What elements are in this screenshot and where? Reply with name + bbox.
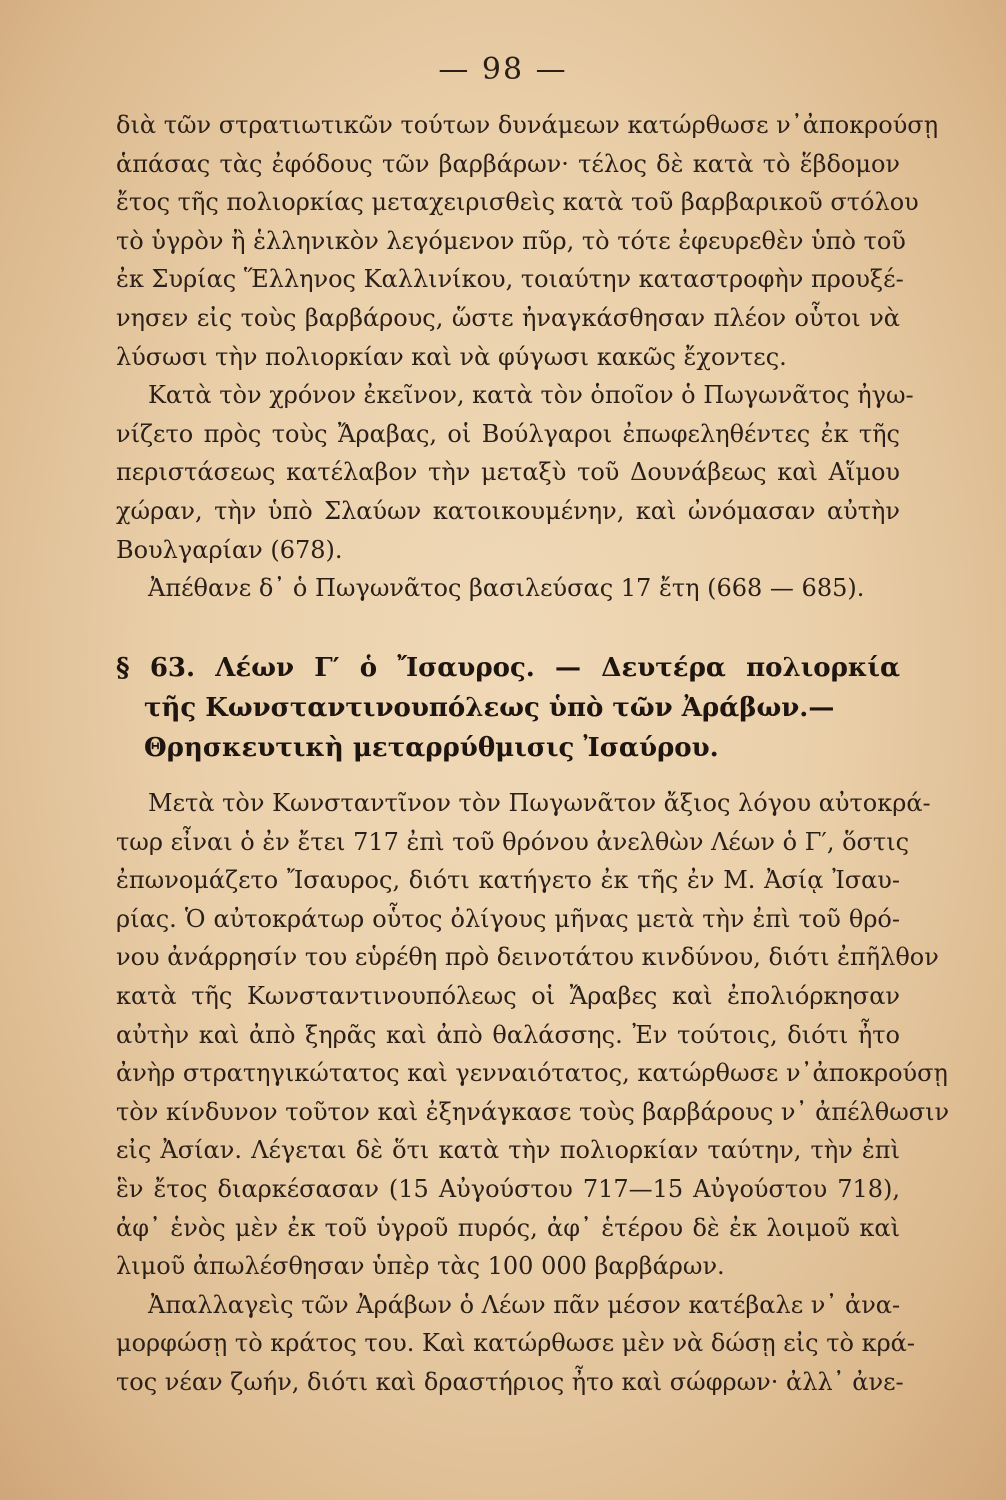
text-line: Βουλγαρίαν (678).: [116, 535, 343, 564]
text-line: αὐτὴν καὶ ἀπὸ ξηρᾶς καὶ ἀπὸ θαλάσσης. Ἐν τούτοις, διότι ἦτο: [116, 1020, 900, 1049]
text-line: τὸν κίνδυνον τοῦτον καὶ ἐξηνάγκασε τοὺς βαρβάρους ν᾽ ἀπέλθωσιν: [116, 1097, 950, 1126]
text-line: νίζετο πρὸς τοὺς Ἄραβας, οἱ Βούλγαροι ἐπωφεληθέντες ἐκ τῆς: [116, 419, 900, 448]
heading-line: § 63. Λέων Γ′ ὁ Ἴσαυρος. — Δευτέρα πολιορκία: [116, 653, 900, 683]
text-line: διὰ τῶν στρατιωτικῶν τούτων δυνάμεων κατώρθωσε ν᾽ἀποκρούσῃ: [116, 111, 939, 139]
heading-line: τῆς Κωνσταντινουπόλεως ὑπὸ τῶν Ἀράβων.—: [144, 693, 835, 723]
text-line: Ἀπαλλαγεὶς τῶν Ἀράβων ὁ Λέων πᾶν μέσον κατέβαλε ν᾽ ἀνα-: [148, 1290, 901, 1319]
text-line: λιμοῦ ἀπωλέσθησαν ὑπὲρ τὰς 100 000 βαρβάρων.: [116, 1252, 725, 1281]
text-line: νου ἀνάρρησίν του εὑρέθη πρὸ δεινοτάτου κινδύνου, διότι ἐπῆλθον: [116, 943, 939, 972]
text-line: λύσωσι τὴν πολιορκίαν καὶ νὰ φύγωσι κακῶς ἔχοντες.: [116, 342, 787, 371]
text-block-bottom: [116, 784, 950, 1402]
text-block-top: [116, 106, 939, 608]
text-line: εἰς Ἀσίαν. Λέγεται δὲ ὅτι κατὰ τὴν πολιορκίαν ταύτην, τὴν ἐπὶ: [116, 1136, 900, 1165]
text-line: νησεν εἰς τοὺς βαρβάρους, ὥστε ἠναγκάσθησαν πλέον οὗτοι νὰ: [116, 303, 900, 332]
text-line: ἓν ἔτος διαρκέσασαν (15 Αὐγούστου 717—15 Αὐγούστου 718),: [116, 1174, 900, 1203]
section-heading: [116, 648, 900, 768]
page-number: — 98 —: [438, 52, 568, 87]
text-line: ἐπωνομάζετο Ἴσαυρος, διότι κατήγετο ἐκ τῆς ἐν Μ. Ἀσίᾳ Ἰσαυ-: [116, 866, 900, 895]
text-line: τος νέαν ζωήν, διότι καὶ δραστήριος ἦτο καὶ σώφρων· ἀλλ᾽ ἀνε-: [116, 1367, 904, 1396]
text-line: ἀφ᾽ ἑνὸς μὲν ἐκ τοῦ ὑγροῦ πυρός, ἀφ᾽ ἑτέρου δὲ ἐκ λοιμοῦ καὶ: [116, 1213, 900, 1242]
text-line: Ἀπέθανε δ᾽ ὁ Πωγωνᾶτος βασιλεύσας 17 ἔτη (668 — 685).: [148, 574, 865, 603]
text-line: μορφώσῃ τὸ κράτος του. Καὶ κατώρθωσε μὲν νὰ δώσῃ εἰς τὸ κρά-: [116, 1329, 915, 1358]
text-line: κατὰ τῆς Κωνσταντινουπόλεως οἱ Ἄραβες καὶ ἐπολιόρκησαν: [116, 981, 900, 1010]
text-line: ἀνὴρ στρατηγικώτατος καὶ γενναιότατος, κατώρθωσε ν᾽ἀποκρούσῃ: [116, 1059, 948, 1088]
text-line: τωρ εἶναι ὁ ἐν ἔτει 717 ἐπὶ τοῦ θρόνου ἀνελθὼν Λέων ὁ Γ′, ὅστις: [116, 827, 910, 856]
heading-line: Θρησκευτικὴ μεταρρύθμισις Ἰσαύρου.: [144, 733, 719, 763]
text-line: χώραν, τὴν ὑπὸ Σλαύων κατοικουμένην, καὶ ὠνόμασαν αὐτὴν: [116, 496, 900, 525]
text-line: ρίας. Ὁ αὐτοκράτωρ οὗτος ὀλίγους μῆνας μετὰ τὴν ἐπὶ τοῦ θρό-: [116, 904, 900, 933]
text-line: τὸ ὑγρὸν ἢ ἑλληνικὸν λεγόμενον πῦρ, τὸ τότε ἐφευρεθὲν ὑπὸ τοῦ: [116, 226, 906, 255]
text-line: περιστάσεως κατέλαβον τὴν μεταξὺ τοῦ Δουνάβεως καὶ Αἵμου: [116, 458, 900, 487]
text-line: Μετὰ τὸν Κωνσταντῖνον τὸν Πωγωνᾶτον ἄξιος λόγου αὐτοκρά-: [148, 789, 931, 817]
text-line: ἐκ Συρίας Ἕλληνος Καλλινίκου, τοιαύτην καταστροφὴν προυξέ-: [116, 265, 904, 294]
text-line: Κατὰ τὸν χρόνον ἐκεῖνον, κατὰ τὸν ὁποῖον ὁ Πωγωνᾶτος ἠγω-: [148, 381, 914, 410]
text-line: ἁπάσας τὰς ἐφόδους τῶν βαρβάρων· τέλος δὲ κατὰ τὸ ἕβδομον: [116, 149, 900, 178]
text-line: ἔτος τῆς πολιορκίας μεταχειρισθεὶς κατὰ τοῦ βαρβαρικοῦ στόλου: [116, 188, 919, 217]
